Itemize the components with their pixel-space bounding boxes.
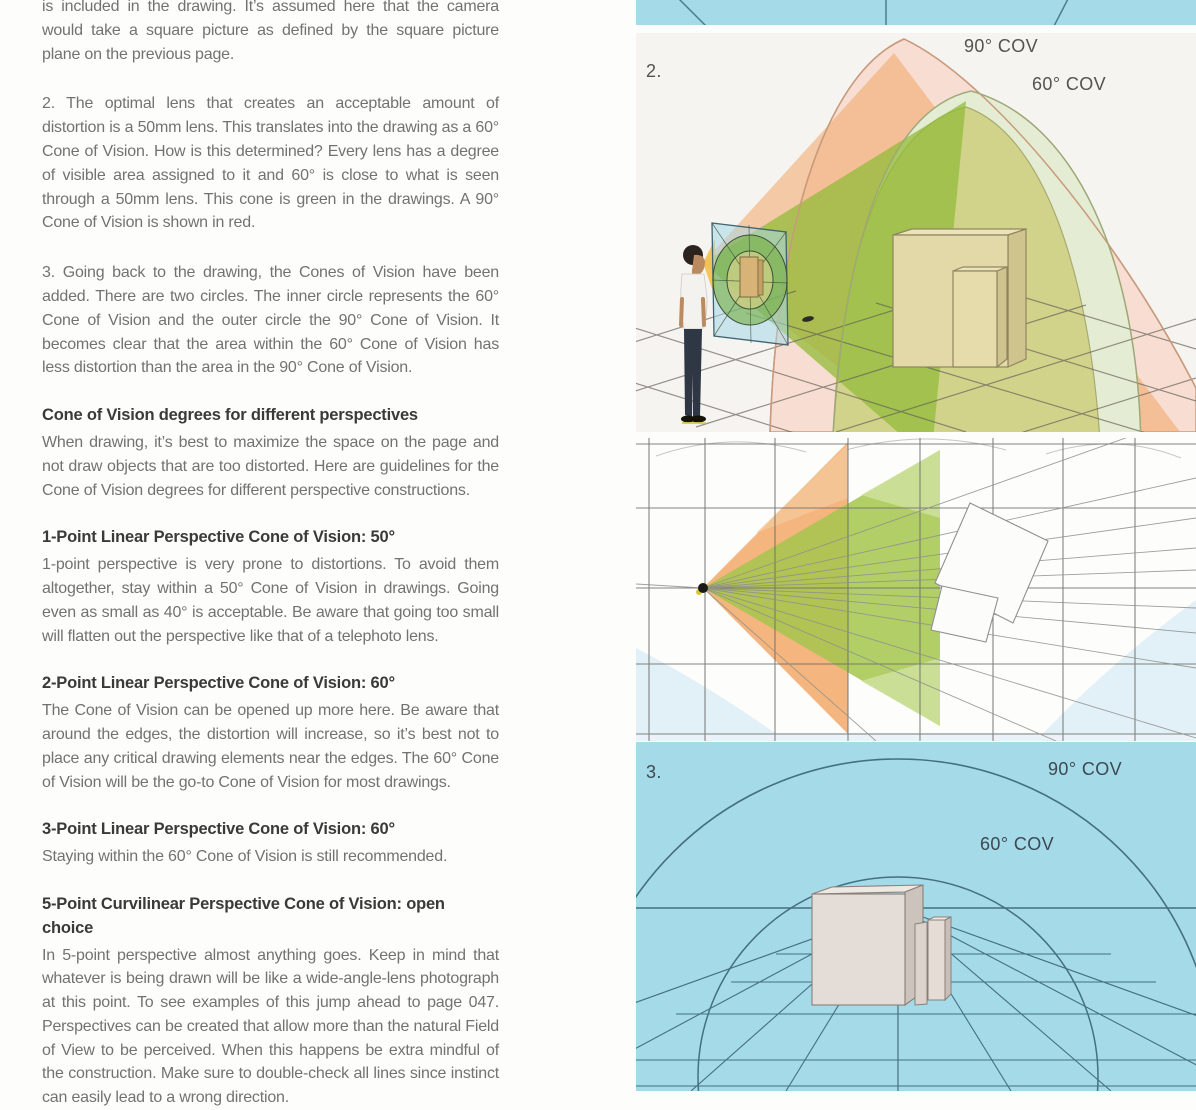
- grey-slab: [915, 917, 951, 1005]
- figure-plan-view-cones: [636, 438, 1196, 741]
- small-box: [953, 267, 1007, 367]
- text-column: [42, 0, 499, 1110]
- paragraph-cov-degrees: When drawing, it’s best to maximize the space on the page and not draw objects that are too distorted. Here are guidelines for the Cone of Vision degrees for different perspective constructions.: [42, 431, 499, 502]
- figure-2-drawing: [636, 33, 1196, 432]
- figure-3-drawing: [636, 742, 1196, 1091]
- plan-view-drawing: [636, 438, 1196, 741]
- paragraph-2-point: The Cone of Vision can be opened up more here. Be aware that around the edges, the distortion will increase, so it’s best not to place any critical drawing elements near the edges. The 60° Cone of Vision will be the go-to Cone of Vision for most drawings.: [42, 699, 499, 794]
- paragraph-5-point: In 5-point perspective almost anything goes. Keep in mind that whatever is being drawn will be like a wide-angle-lens photograph at this point. To see examples of this jump ahead to page 047. Perspectives can be created that allow more than the natural Field of View to be perceived. When this happens be extra mindful of the construction. Make sure to double-check all lines since instinct can easily lead to a wrong direction.: [42, 944, 499, 1110]
- figure-1-strip-drawing: [636, 0, 1196, 25]
- grey-cube: [812, 885, 923, 1005]
- figure-2-60cov-label: 60° COV: [1032, 74, 1106, 95]
- figure-3-cov-circles-view: [636, 742, 1196, 1091]
- heading-1-point: 1-Point Linear Perspective Cone of Vision: 50°: [42, 526, 499, 550]
- heading-3-point: 3-Point Linear Perspective Cone of Vision: 60°: [42, 818, 499, 842]
- picture-plane: [712, 223, 788, 345]
- paragraph-intro-fragment: is included in the drawing. It’s assumed here that the camera would take a square picture as defined by the square picture plane on the previous page.: [42, 0, 499, 66]
- heading-2-point: 2-Point Linear Perspective Cone of Vision: 60°: [42, 672, 499, 696]
- figure-3-60cov-label: 60° COV: [980, 834, 1054, 855]
- figure-3-90cov-label: 90° COV: [1048, 759, 1122, 780]
- paragraph-3-going-back: 3. Going back to the drawing, the Cones of Vision have been added. There are two circles. The inner circle represents the 60° Cone of Vision and the outer circle the 90° Cone of Vision. It becomes clear that the area within the 60° Cone of Vision has less distortion than the area in the 90° Cone of Vision.: [42, 261, 499, 380]
- figure-3-number: 3.: [646, 762, 662, 783]
- paragraph-2-optimal-lens: 2. The optimal lens that creates an acceptable amount of distortion is a 50mm lens. This translates into the drawing as a 60° Cone of Vision. How is this determined? Every lens has a degree of visible area assigned to it and 60° is close to what is seen through a 50mm lens. This cone is green in the drawings. A 90° Cone of Vision is shown in red.: [42, 92, 499, 235]
- paragraph-1-point: 1-point perspective is very prone to distortions. To avoid them altogether, stay within a 50° Cone of Vision in drawings. Going even as small as 40° is acceptable. Be aware that going too small will flatten out the perspective like that of a telephoto lens.: [42, 553, 499, 648]
- box-on-plane: [740, 257, 758, 297]
- figure-2-90cov-label: 90° COV: [964, 36, 1038, 57]
- heading-5-point: 5-Point Curvilinear Perspective Cone of Vision: open choice: [42, 893, 499, 941]
- figure-1-bottom-strip: [636, 0, 1196, 25]
- station-point: [698, 583, 708, 593]
- figure-2-number: 2.: [646, 61, 662, 82]
- heading-cov-degrees: Cone of Vision degrees for different perspectives: [42, 404, 499, 428]
- paragraph-3-point: Staying within the 60° Cone of Vision is still recommended.: [42, 845, 499, 869]
- figure-2-cone-of-vision-3d: [636, 33, 1196, 432]
